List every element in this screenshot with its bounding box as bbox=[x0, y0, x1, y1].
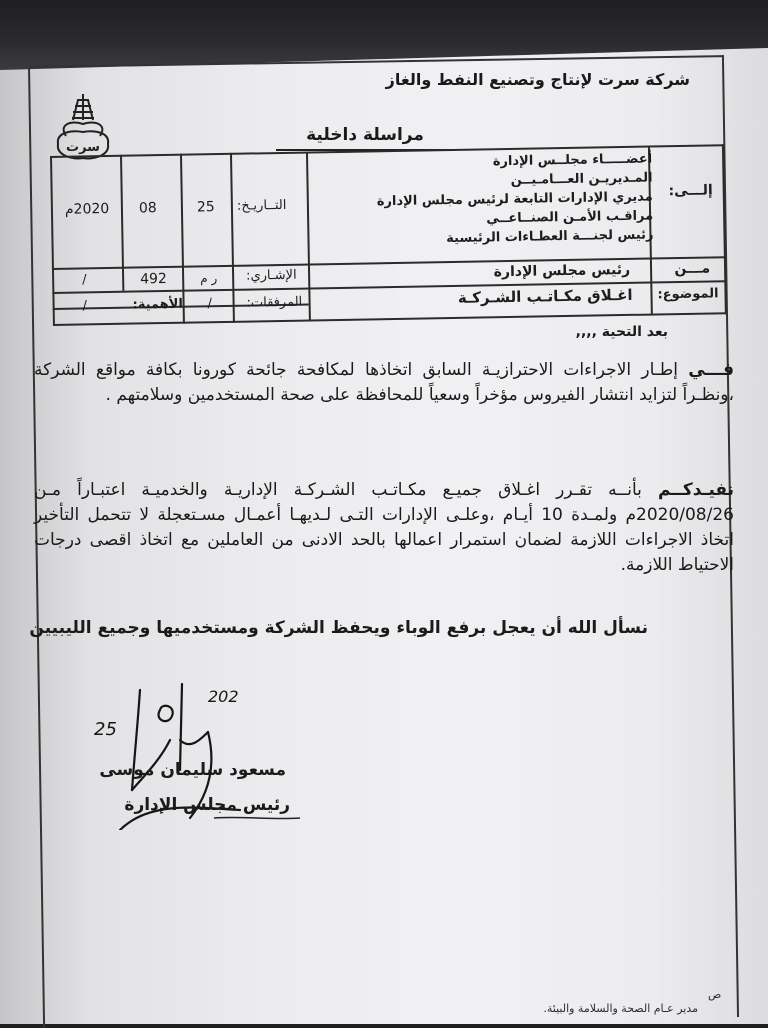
subject-label: الموضوع: bbox=[657, 286, 719, 303]
importance-value: / bbox=[82, 298, 88, 314]
attachments-value: / bbox=[207, 296, 213, 312]
paragraph-2-text: بأنــه تقـرر اغـلاق جميـع مكـاتـب الشـركـة الإداريـة والخدميـة اعتبـاراً مـن 2020/08/26م ولمـدة 10 أيـام ،وعلـى الإدارات التـى لـديهـا أعمـال مسـتعجلة لا تتحمل التأخير اتخاذ الاجراءات اللازمة لضمان استمرار اعمالها بالحد الادنى من العاملين مع اتخاذ اقصى درجات الاحتياط اللازمة. bbox=[34, 480, 734, 575]
recipient-item: المـديريـن العـــامـيــن bbox=[510, 170, 653, 188]
from-value: رئيس مجلس الإدارة bbox=[493, 261, 631, 281]
ref-label: الإشـاري: bbox=[245, 267, 297, 284]
recipient-item: أعضـــــاء مجلــس الإدارة bbox=[492, 151, 653, 170]
closing-prayer: نسأل الله أن يعجل برفع الوباء ويحفظ الشركة ومستخدميها وجميع الليبيين bbox=[29, 618, 648, 638]
ref-slash: / bbox=[82, 272, 87, 288]
to-label: إلـــى: bbox=[668, 182, 713, 200]
importance-label: الأهمية: bbox=[132, 296, 184, 313]
recipient-item: مديري الإدارات التابعة لرئيس مجلس الإدارة bbox=[376, 189, 653, 210]
header-table bbox=[50, 144, 727, 326]
memo-title: مراسلة داخلية bbox=[270, 125, 460, 145]
paragraph-2 bbox=[34, 478, 734, 578]
to-recipients-list bbox=[352, 149, 654, 249]
signatory-title: رئيس مجلس الإدارة bbox=[124, 795, 290, 815]
company-name: شركة سرت لإنتاج وتصنيع النفط والغاز bbox=[385, 70, 690, 89]
greeting: بعد التحية ,,,, bbox=[575, 324, 668, 340]
recipient-item: مراقـب الأمـن الصنــاعــي bbox=[486, 208, 654, 227]
signature-date-year: 202 bbox=[208, 687, 239, 706]
date-label: التــاريـخ: bbox=[236, 197, 287, 214]
logo-text: سرت bbox=[66, 140, 100, 155]
attachments-label: المرفقات: bbox=[246, 294, 303, 311]
date-month: 08 bbox=[138, 200, 157, 217]
paragraph-1 bbox=[34, 358, 734, 408]
footer-note: مدير عـام الصحة والسلامة والبيئة. bbox=[543, 1002, 698, 1015]
recipient-item: رئيس لجنـــة العطـاءات الرئيسية bbox=[446, 227, 654, 247]
ref-code: ر م bbox=[200, 271, 218, 286]
paragraph-1-lead: فـــي bbox=[688, 360, 734, 380]
date-day: 25 bbox=[196, 199, 215, 216]
footer-mark: ص bbox=[708, 988, 722, 1001]
signatory-name: مسعود سليمان موسى bbox=[99, 760, 286, 780]
ref-number: 492 bbox=[140, 270, 168, 288]
signature-date-day: 25 bbox=[94, 719, 117, 740]
company-logo-icon bbox=[52, 92, 114, 162]
paragraph-2-lead: نفيـدكــم bbox=[657, 480, 734, 500]
paragraph-1-text: إطـار الاجراءات الاحترازيـة السابق اتخاذها لمكافحة جائحة كورونا بكافة مواقع الشركة ،ونظـراً لتزايد انتشار الفيروس مؤخراً وسعياً للمحافظة على صحة المستخدمين وسلامتهم . bbox=[34, 360, 734, 405]
subject-value: اغـلاق مكـاتـب الشـركـة bbox=[457, 285, 633, 307]
from-label: مـــن bbox=[674, 260, 711, 278]
date-year: 2020م bbox=[64, 200, 110, 218]
signature-underline bbox=[212, 812, 302, 824]
